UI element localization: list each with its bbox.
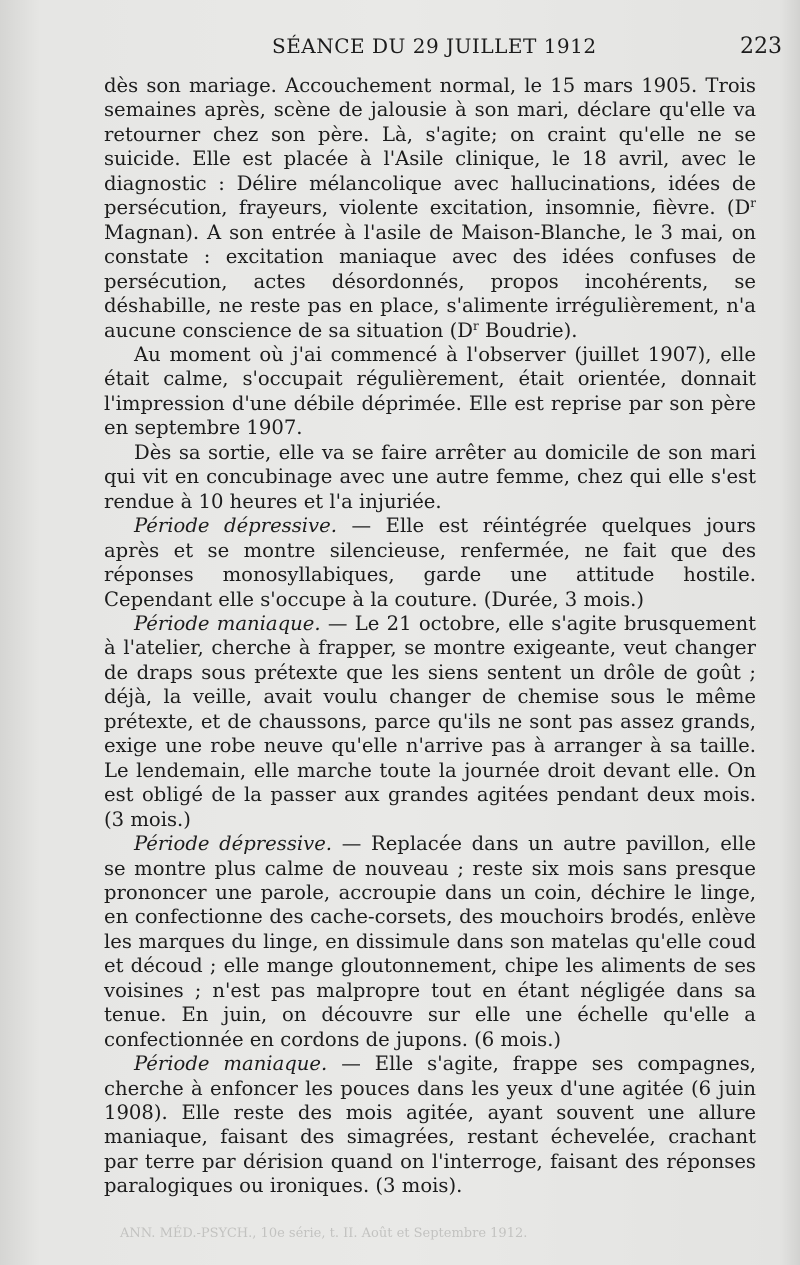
period-text: — Replacée dans un autre pavillon, elle se montre plus calme de nouveau ; reste six mois sans presque prononcer une parole, accroupie dans un coin, déchire le linge, en confectionne des cache-corsets, des mouchoirs brodés, enlève les marques du linge, en dissimule dans son matelas qu'elle coud et découd ; elle mange gloutonnement, chipe les aliments de ses voisines ; n'est pas malpropre tout en étant négligée dans sa tenue. En juin, on découvre sur elle une échelle qu'elle a confectionnée en cordons de jupons. (6 mois.): [104, 832, 756, 1051]
period-text: — Elle est réintégrée quelques jours après et se montre silencieuse, renfermée, ne fait que des réponses monosyllabiques, garde une attitude hostile. Cependant elle s'occupe à la couture. (Durée, 3 mois.): [104, 514, 756, 611]
period-heading: Période maniaque.: [134, 1052, 328, 1076]
doctor-abbrev-sup: r: [473, 318, 479, 333]
paragraph-3: Dès sa sortie, elle va se faire arrêter au domicile de son mari qui vit en concubinage avec une autre femme, chez qui elle s'est rendue à 10 heures et l'a injuriée.: [104, 440, 756, 513]
paragraph-1: [104, 74, 756, 343]
period-text: — Le 21 octobre, elle s'agite brusquement à l'atelier, cherche à frapper, se montre exigeante, veut changer de draps sous prétexte que les siens sentent un drôle de goût ; déjà, la veille, avait voulu changer de chemise sous le même prétexte, et de chaussons, parce qu'ils ne sont pas assez grands, exige une robe neuve qu'elle n'arrive pas à arranger à sa taille. Le lendemain, elle marche toute la journée droit devant elle. On est obligé de la passer aux grandes agitées pendant deux mois. (3 mois.): [104, 611, 757, 831]
body-text: [104, 74, 756, 1199]
period-text: — Elle s'agite, frappe ses compagnes, cherche à enfoncer les pouces dans les yeux d'une agitée (6 juin 1908). Elle reste des mois agitée, ayant souvent une allure maniaque, faisant des simagrées, restant échevelée, crachant par terre par dérision quand on l'interroge, faisant des réponses paralogiques ou ironiques. (3 mois).: [104, 1052, 756, 1198]
paragraph-7: [104, 1052, 756, 1199]
page-number: 223: [740, 34, 782, 59]
running-title: SÉANCE DU 29 JUILLET 1912: [272, 34, 597, 58]
paragraph-1-text-a: dès son mariage. Accouchement normal, le 15 mars 1905. Trois semaines après, scène de jalousie à son mari, déclare qu'elle va retourner chez son père. Là, s'agite; on craint qu'elle ne se suicide. Elle est placée à l'Asile clinique, le 18 avril, avec le diagnostic : Délire mélancolique avec hallucinations, idées de persécution, frayeurs, violente excitation, insomnie, fièvre. (D: [104, 74, 756, 220]
doctor-abbrev-sup: r: [750, 196, 756, 211]
paragraph-2: Au moment où j'ai commencé à l'observer (juillet 1907), elle était calme, s'occupait régulièrement, était orientée, donnait l'impression d'une débile déprimée. Elle est reprise par son père en septembre 1907.: [104, 342, 756, 440]
paragraph-5: [104, 612, 756, 832]
period-heading: Période dépressive.: [134, 832, 333, 856]
period-heading: Période maniaque.: [134, 611, 321, 635]
page-header: [0, 34, 800, 64]
paragraph-4: [104, 514, 756, 612]
paragraph-1-text-c: Boudrie).: [478, 318, 578, 342]
period-heading: Période dépressive.: [134, 514, 337, 538]
paragraph-6: [104, 832, 756, 1052]
footer-bleedthrough: ANN. MÉD.-PSYCH., 10e série, t. II. Août et Septembre 1912.: [120, 1226, 528, 1241]
paragraph-1-text-b: Magnan). A son entrée à l'asile de Maison-Blanche, le 3 mai, on constate : excitation maniaque avec des idées confuses de persécution, actes désordonnés, propos incohérents, se déshabille, ne reste pas en place, s'alimente irrégulièrement, n'a aucune conscience de sa situation (D: [104, 220, 756, 342]
